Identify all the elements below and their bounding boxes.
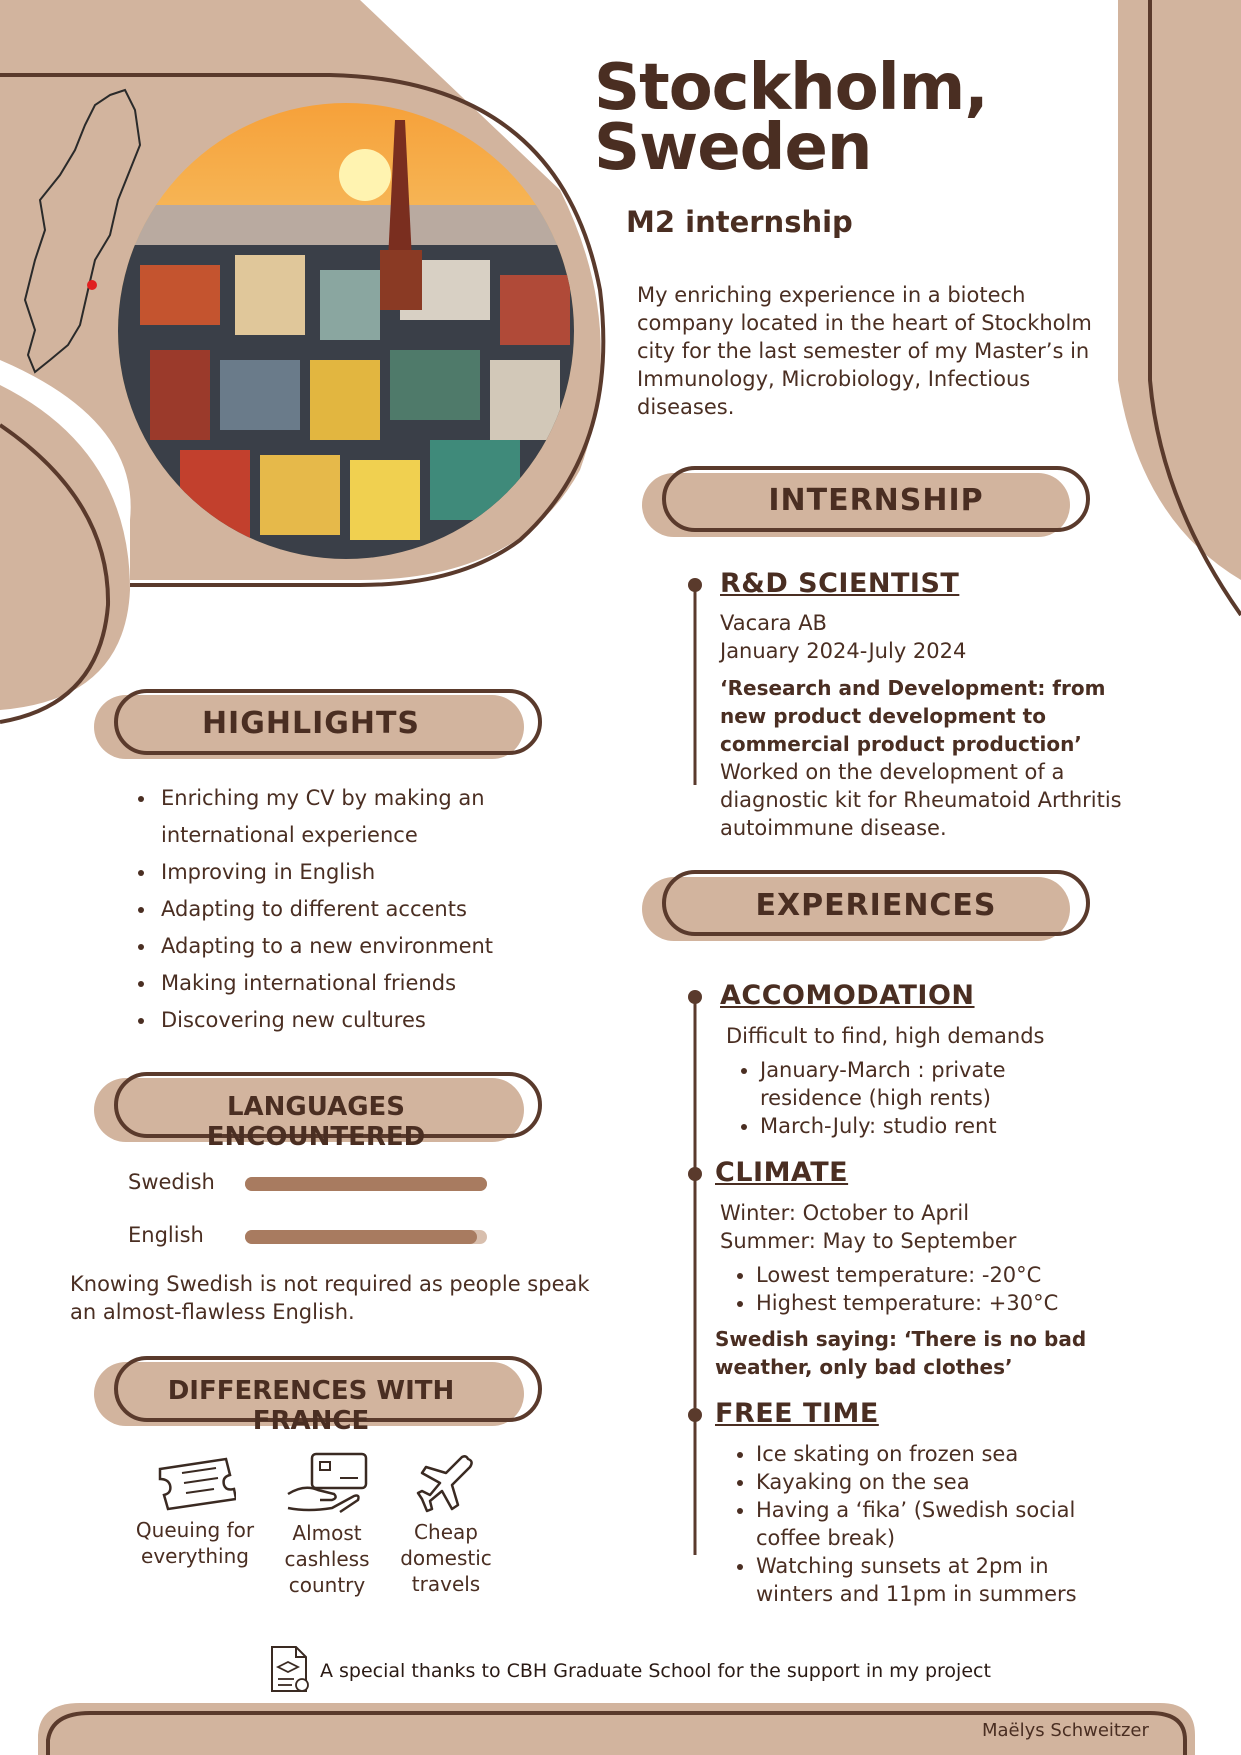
accomodation-title: ACCOMODATION <box>720 980 975 1011</box>
swedish-level-bar <box>245 1177 487 1191</box>
free-time-title: FREE TIME <box>715 1398 879 1429</box>
intro-paragraph: My enriching experience in a biotech company located in the heart of Stockholm city for the last semester of my Master’s in Immunology, Microbiology, Infectious diseases. <box>637 283 1092 419</box>
list-item: • Discovering new cultures <box>157 1002 577 1039</box>
swedish-level-fill <box>245 1177 487 1191</box>
list-item: • Having a ‘fika’ (Swedish social coffee break) <box>756 1496 1096 1552</box>
ticket-icon <box>154 1455 236 1511</box>
climate-summer: Summer: May to September <box>720 1229 1017 1253</box>
internship-heading: INTERNSHIP <box>768 483 984 518</box>
job-company: Vacara AB <box>720 611 827 635</box>
list-item: • Enriching my CV by making an international experience <box>157 780 577 854</box>
difference-item-travels <box>381 1455 511 1597</box>
thanks-note: A special thanks to CBH Graduate School for the support in my project <box>320 1660 991 1682</box>
subtitle: M2 internship <box>626 205 853 239</box>
title-line-2: Sweden <box>594 111 872 185</box>
languages-heading: LANGUAGES ENCOUNTERED <box>206 1092 426 1152</box>
climate-saying: Swedish saying: ‘There is no bad weather, only bad clothes’ <box>715 1327 1087 1379</box>
card-payment-icon <box>284 1450 370 1514</box>
english-level-fill <box>245 1230 477 1244</box>
accomodation-list <box>738 1056 1060 1140</box>
list-item: • Kayaking on the sea <box>756 1468 1096 1496</box>
free-time-list <box>734 1440 1096 1608</box>
climate-winter: Winter: October to April <box>720 1201 970 1225</box>
list-item: • Watching sunsets at 2pm in winters and 11pm in summers <box>756 1552 1096 1608</box>
highlights-list <box>135 780 577 1039</box>
list-item: • January-March : private residence (high rents) <box>760 1056 1060 1112</box>
climate-list <box>734 1261 1116 1317</box>
stockholm-map-dot <box>87 280 97 290</box>
document-certificate-icon <box>268 1645 312 1695</box>
difference-label: Almost cashless country <box>284 1521 370 1597</box>
job-title: R&D SCIENTIST <box>720 568 960 599</box>
list-item: • Improving in English <box>157 854 577 891</box>
list-item: • Highest temperature: +30°C <box>756 1289 1116 1317</box>
list-item: • Ice skating on frozen sea <box>756 1440 1096 1468</box>
difference-item-queuing <box>130 1455 260 1569</box>
difference-item-cashless <box>262 1450 392 1598</box>
author-name: Maëlys Schweitzer <box>982 1720 1149 1741</box>
list-item: • Lowest temperature: -20°C <box>756 1261 1116 1289</box>
page-title <box>594 51 1194 185</box>
difference-label: Queuing for everything <box>135 1518 255 1568</box>
language-note: Knowing Swedish is not required as people speak an almost-flawless English. <box>70 1272 590 1324</box>
english-level-bar <box>245 1230 487 1244</box>
list-item: • Adapting to a new environment <box>157 928 577 965</box>
job-dates: January 2024-July 2024 <box>720 639 967 663</box>
list-item: • March-July: studio rent <box>760 1112 1060 1140</box>
accomodation-summary: Difficult to find, high demands <box>726 1024 1045 1048</box>
language-name-swedish: Swedish <box>128 1170 215 1194</box>
job-quote: ‘Research and Development: from new product development to commercial product production’ <box>720 676 1106 756</box>
list-item: • Making international friends <box>157 965 577 1002</box>
list-item: • Adapting to different accents <box>157 891 577 928</box>
experiences-heading: EXPERIENCES <box>755 888 997 923</box>
title-line-1: Stockholm, <box>594 51 988 125</box>
language-name-english: English <box>128 1223 204 1247</box>
highlights-heading: HIGHLIGHTS <box>201 706 421 741</box>
job-description: Worked on the development of a diagnostic kit for Rheumatoid Arthritis autoimmune disease. <box>720 760 1122 840</box>
airplane-icon <box>416 1455 476 1513</box>
differences-heading: DIFFERENCES WITH FRANCE <box>167 1376 455 1436</box>
difference-label: Cheap domestic travels <box>400 1520 492 1596</box>
climate-title: CLIMATE <box>715 1157 849 1188</box>
